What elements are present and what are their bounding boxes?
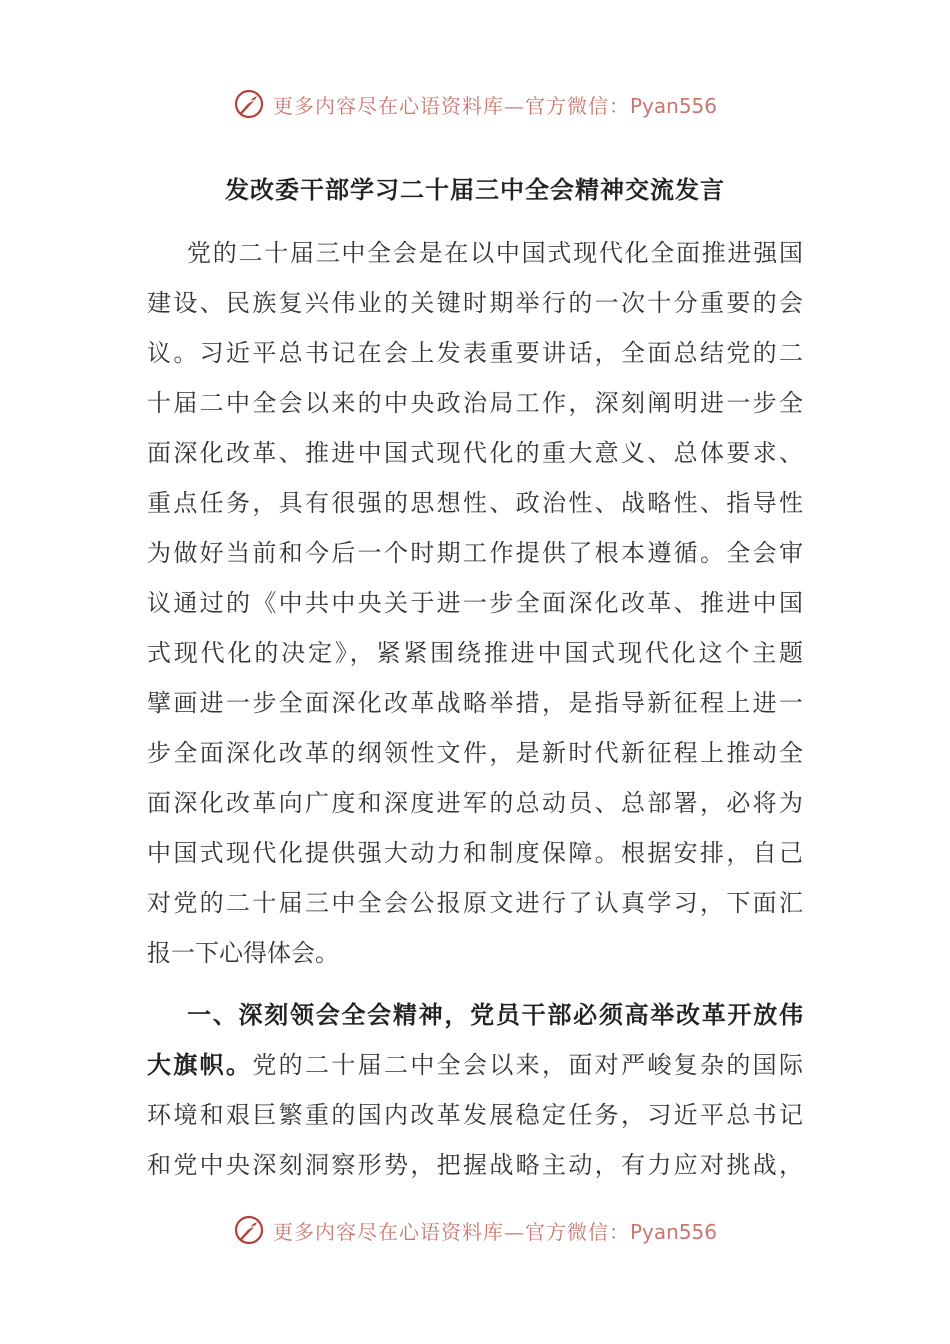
text-line: 面深化改革向广度和深度进军的总动员、总部署，必将为 xyxy=(147,789,803,817)
text-line: 党的二十届三中全会是在以中国式现代化全面推进强国 xyxy=(187,239,803,267)
section-heading: 一、深刻领会全会精神，党员干部必须高举改革开放伟 xyxy=(187,1001,803,1029)
paragraph-intro xyxy=(147,228,803,978)
text-line xyxy=(147,1040,803,1090)
text-line: 中国式现代化提供强大动力和制度保障。根据安排，自己 xyxy=(147,839,803,867)
text-line: 议通过的《中共中央关于进一步全面深化改革、推进中国 xyxy=(147,589,803,617)
text-line: 环境和艰巨繁重的国内改革发展稳定任务，习近平总书记 xyxy=(147,1101,803,1129)
text-line: 建设、民族复兴伟业的关键时期举行的一次十分重要的会 xyxy=(147,289,803,317)
text-line: 步全面深化改革的纲领性文件，是新时代新征程上推动全 xyxy=(147,739,803,767)
watermark-text: 更多内容尽在心语资料库—官方微信：Pyan556 xyxy=(272,1219,717,1244)
text-line: 擘画进一步全面深化改革战略举措，是指导新征程上进一 xyxy=(147,689,803,717)
text-line: 报一下心得体会。 xyxy=(147,939,339,967)
section-one xyxy=(147,990,803,1190)
document-title: 发改委干部学习二十届三中全会精神交流发言 xyxy=(225,176,725,204)
footer-watermark xyxy=(0,1210,950,1250)
text-line: 十届二中全会以来的中央政治局工作，深刻阐明进一步全 xyxy=(147,389,803,417)
text-line: 议。习近平总书记在会上发表重要讲话，全面总结党的二 xyxy=(147,339,803,367)
text-line: 面深化改革、推进中国式现代化的重大意义、总体要求、 xyxy=(147,439,803,467)
header-watermark xyxy=(0,84,950,124)
text-span: 党的二十届二中全会以来，面对严峻复杂的国际 xyxy=(252,1051,804,1079)
wechat-id: Pyan556 xyxy=(629,1219,717,1244)
wechat-id: Pyan556 xyxy=(629,93,717,118)
text-line: 重点任务，具有很强的思想性、政治性、战略性、指导性 xyxy=(147,489,803,517)
pen-nib-circle-icon xyxy=(233,1214,265,1246)
text-line: 式现代化的决定》，紧紧围绕推进中国式现代化这个主题 xyxy=(147,639,803,667)
watermark-text: 更多内容尽在心语资料库—官方微信：Pyan556 xyxy=(272,93,717,118)
text-line: 和党中央深刻洞察形势，把握战略主动，有力应对挑战， xyxy=(147,1151,803,1179)
text-line: 为做好当前和今后一个时期工作提供了根本遵循。全会审 xyxy=(147,539,803,567)
section-heading-end: 大旗帜。 xyxy=(147,1051,253,1079)
pen-nib-circle-icon xyxy=(233,88,265,120)
text-line: 对党的二十届三中全会公报原文进行了认真学习，下面汇 xyxy=(147,889,803,917)
